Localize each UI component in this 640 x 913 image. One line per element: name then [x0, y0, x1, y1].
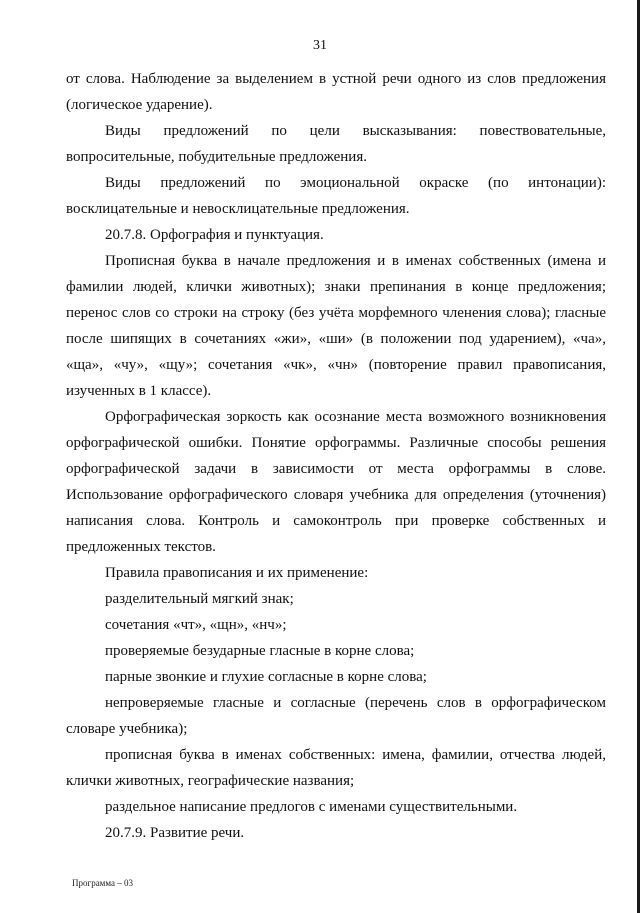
- paragraph-continuation: от слова. Наблюдение за выделением в устной речи одного из слов предложения (логическое ударение).: [66, 71, 606, 113]
- paragraph-sentence-types-purpose: Виды предложений по цели высказывания: повествовательные, вопросительные, побудительные предложения.: [66, 123, 606, 165]
- rule-item: прописная буква в именах собственных: имена, фамилии, отчества людей, клички животных, географические названия;: [66, 747, 606, 789]
- paragraph-sentence-types-emotion: Виды предложений по эмоциональной окраске (по интонации): восклицательные и невосклицательные предложения.: [66, 175, 606, 217]
- page-number: 31: [313, 38, 327, 53]
- footer-program-label: Программа – 03: [72, 878, 134, 888]
- rule-item: парные звонкие и глухие согласные в корне слова;: [105, 669, 427, 685]
- section-heading-speech-development: 20.7.9. Развитие речи.: [105, 825, 245, 841]
- rule-item: сочетания «чт», «щн», «нч»;: [105, 617, 287, 633]
- section-heading-orthography: 20.7.8. Орфография и пунктуация.: [105, 227, 324, 243]
- rule-item: проверяемые безударные гласные в корне слова;: [105, 643, 415, 659]
- rule-item: разделительный мягкий знак;: [105, 591, 294, 607]
- rule-item: непроверяемые гласные и согласные (перечень слов в орфографическом словаре учебника);: [66, 695, 606, 737]
- paragraph-capital-letter: Прописная буква в начале предложения и в именах собственных (имена и фамилии людей, клички животных); знаки препинания в конце предложения; перенос слов со строки на строку (без учёта морфемного членения слова); гласные после шипящих в сочетаниях «жи», «ши» (в положении под ударением), «ча», «ща», «чу», «щу»; сочетания «чк», «чн» (повторение правил правописания, изученных в 1 классе).: [66, 253, 606, 399]
- page-body: [66, 66, 606, 846]
- rule-item: раздельное написание предлогов с именами существительными.: [105, 799, 518, 815]
- paragraph-orthographic-vigilance: Орфографическая зоркость как осознание места возможного возникновения орфографической ошибки. Понятие орфограммы. Различные способы решения орфографической задачи в зависимости от места орфограммы в слове. Использование орфографического словаря учебника для определения (уточнения) написания слова. Контроль и самоконтроль при проверке собственных и предложенных текстов.: [66, 409, 606, 555]
- rules-intro: Правила правописания и их применение:: [105, 565, 369, 581]
